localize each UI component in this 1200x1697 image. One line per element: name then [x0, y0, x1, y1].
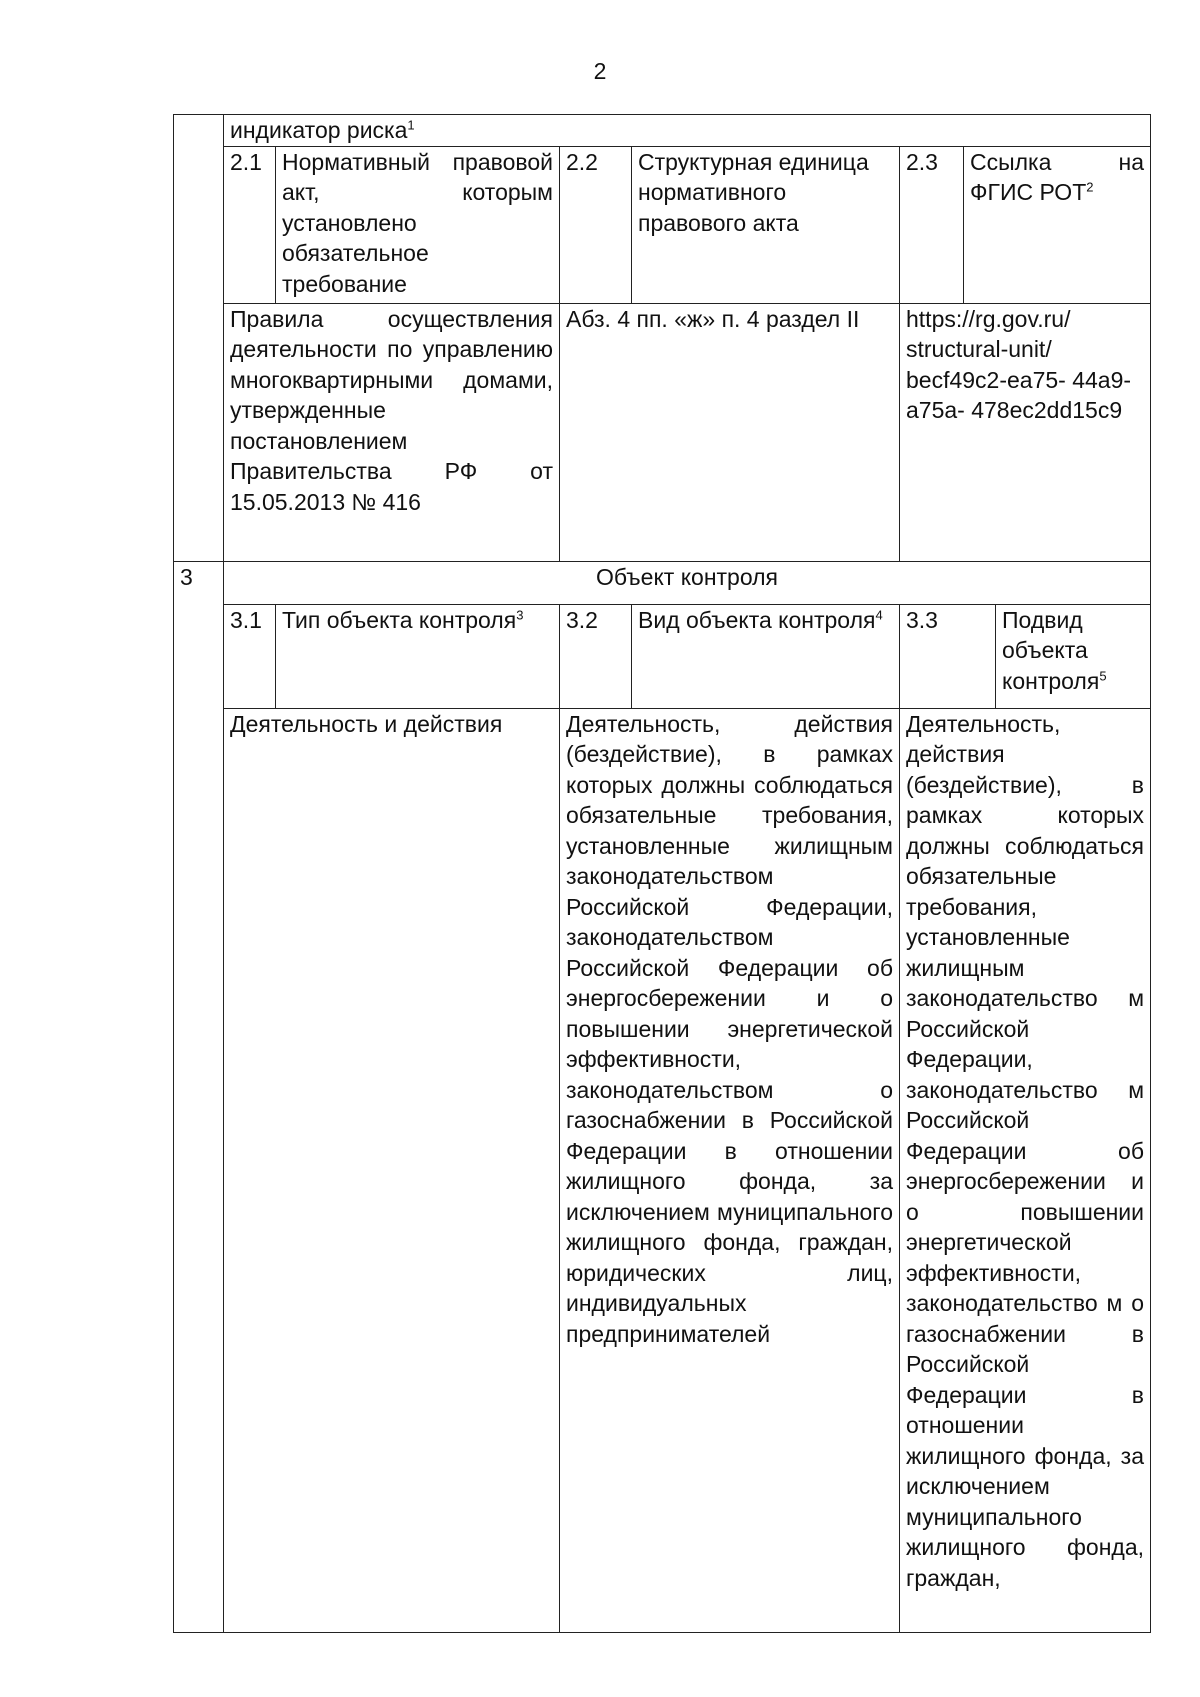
value-object-subkind: Деятельность, действия (бездействие), в рамках которых должны соблюдаться обязательные требования, установленные жилищным законодательство м Российской Федерации, законодательство м Российской Федерации об энергосбережении и о повышении энергетической эффективности, законодательство м о газоснабжении в Российской Федерации в отношении жилищного фонда, за исключением муниципального жилищного фонда, граждан, [900, 708, 1151, 1632]
value-object-type: Деятельность и действия [224, 708, 560, 1632]
value-normative-act: Правила осуществления деятельности по управлению многоквартирными домами, утвержденные постановлением Правительства РФ от 15.05.2013 № 416 [224, 303, 560, 561]
header-normative-act: Нормативный правовой акт, которым установлено обязательное требование [276, 146, 560, 303]
header-row-3 [174, 604, 1151, 708]
section-number-3: 3 [174, 561, 224, 1632]
header-object-type [276, 604, 560, 708]
section-3-title-row [174, 561, 1151, 604]
header-object-subkind [996, 604, 1151, 708]
col-number-3-3: 3.3 [900, 604, 996, 708]
col-number-3-2: 3.2 [560, 604, 632, 708]
header-object-kind-text: Вид объекта контроля [638, 606, 876, 633]
footnote-ref: 2 [1086, 179, 1094, 195]
page-number: 2 [593, 58, 607, 84]
footnote-ref: 5 [1099, 667, 1107, 683]
col-number-2-3: 2.3 [900, 146, 964, 303]
header-object-kind [632, 604, 900, 708]
col-number-2-1: 2.1 [224, 146, 276, 303]
indicator-row [174, 115, 1151, 147]
indicator-text: индикатор риска [230, 117, 408, 143]
section-3-title: Объект контроля [224, 561, 1151, 604]
value-object-kind: Деятельность, действия (бездействие), в рамках которых должны соблюдаться обязательные требования, установленные жилищным законодательством Российской Федерации, законодательством Российской Федерации об энергосбережении и о повышении энергетической эффективности, законодательством о газоснабжении в Российской Федерации в отношении жилищного фонда, за исключением муниципального жилищного фонда, граждан, юридических лиц, индивидуальных предпринимателей [560, 708, 900, 1632]
footnote-ref: 4 [875, 606, 883, 622]
footnote-ref: 1 [407, 117, 415, 133]
requirements-table [173, 114, 1151, 1633]
header-fgis-link-text: Ссылка на ФГИС РОТ [970, 148, 1145, 205]
header-fgis-link [964, 146, 1151, 303]
col-number-2-2: 2.2 [560, 146, 632, 303]
values-row-3 [174, 708, 1151, 1632]
header-object-subkind-text: Подвид объекта контроля [1002, 606, 1100, 694]
value-fgis-link[interactable]: https://rg.gov.ru/ structural-unit/ becf49c2-ea75- 44a9-a75a- 478ec2dd15c9 [900, 303, 1151, 561]
col-number-3-1: 3.1 [224, 604, 276, 708]
header-row-2 [174, 146, 1151, 303]
header-structural-unit: Структурная единица нормативного правового акта [632, 146, 900, 303]
section-number-cell [174, 115, 224, 562]
indicator-cell [224, 115, 1151, 147]
value-structural-unit: Абз. 4 пп. «ж» п. 4 раздел II [560, 303, 900, 561]
values-row-2 [174, 303, 1151, 561]
header-object-type-text: Тип объекта контроля [282, 606, 517, 633]
footnote-ref: 3 [516, 606, 524, 622]
